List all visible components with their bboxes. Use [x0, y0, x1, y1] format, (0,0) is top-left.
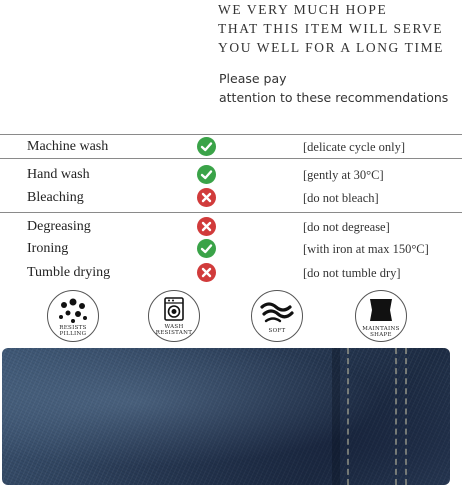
badge-caption: SOFT: [268, 328, 286, 334]
badge-caption: RESISTS: [59, 325, 87, 331]
denim-seam-stitch: [395, 348, 397, 485]
badge-caption: WASH: [164, 324, 184, 330]
care-note: [do not bleach]: [303, 191, 379, 205]
care-note: [do not tumble dry]: [303, 266, 401, 280]
care-label: Ironing: [27, 241, 69, 256]
care-label: Hand wash: [27, 167, 90, 182]
care-note: [gently at 30°C]: [303, 168, 384, 182]
headline: [218, 0, 462, 57]
care-row: [0, 239, 462, 261]
divider: [0, 134, 462, 135]
badge-maintains-shape: [355, 290, 407, 342]
care-row: [0, 263, 462, 285]
feature-badges: [0, 290, 462, 346]
care-note: [do not degrease]: [303, 220, 390, 234]
note-line: Please pay: [219, 71, 287, 86]
check-icon: [197, 165, 216, 184]
note-line: attention to these recommendations: [219, 90, 449, 105]
care-label: Degreasing: [27, 219, 91, 234]
badge-caption: SHAPE: [370, 332, 392, 338]
check-icon: [197, 137, 216, 156]
care-note: [with iron at max 150°C]: [303, 242, 429, 256]
headline-line: WE VERY MUCH HOPE: [218, 2, 388, 17]
care-label: Tumble drying: [27, 265, 111, 280]
denim-seam-shadow: [332, 348, 340, 485]
badge-resists-pilling: [47, 290, 99, 342]
recommendation-note: [219, 69, 459, 107]
headline-line: YOU WELL FOR A LONG TIME: [218, 40, 445, 55]
cross-icon: [197, 188, 216, 207]
divider: [0, 212, 462, 213]
badge-caption: PILLING: [59, 331, 87, 337]
denim-seam-stitch: [347, 348, 349, 485]
denim-seam-stitch: [405, 348, 407, 485]
care-note: [delicate cycle only]: [303, 140, 406, 154]
care-row: [0, 188, 462, 210]
cross-icon: [197, 263, 216, 282]
badge-caption: MAINTAINS: [362, 326, 400, 332]
check-icon: [197, 239, 216, 258]
care-row: [0, 217, 462, 239]
badge-wash-resistant: [148, 290, 200, 342]
care-row: [0, 137, 462, 159]
care-label: Bleaching: [27, 190, 84, 205]
badge-soft: [251, 290, 303, 342]
care-label: Machine wash: [27, 139, 109, 154]
badge-caption: RESISTANT: [155, 330, 193, 336]
cross-icon: [197, 217, 216, 236]
headline-line: THAT THIS ITEM WILL SERVE: [218, 21, 444, 36]
care-row: [0, 165, 462, 187]
denim-photo: [2, 348, 450, 485]
